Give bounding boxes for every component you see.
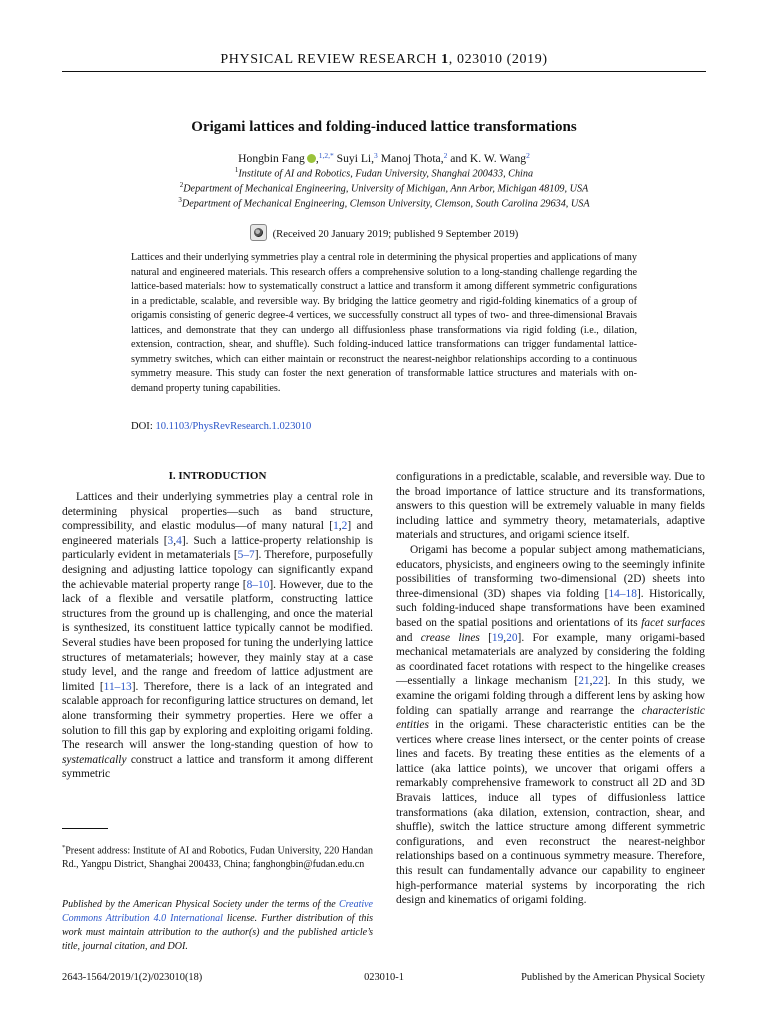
affiliation <box>62 181 706 194</box>
journal-name: PHYSICAL REVIEW RESEARCH <box>220 52 438 67</box>
paper-title: Origami lattices and folding-induced lattice transformations <box>191 119 577 135</box>
affiliation-number: 1 <box>234 166 239 174</box>
affiliation <box>62 196 706 209</box>
citation-link[interactable]: 1 <box>333 520 339 533</box>
received-line <box>62 224 706 241</box>
left-column <box>62 490 373 782</box>
journal-issue: , 023010 (2019) <box>448 52 548 67</box>
author-list: Hongbin Fang ,$^{1,2,*}$ Suyi Li,$^3$ Manoj Thota,$^2$ and K. W. Wang$^2$ <box>238 151 530 165</box>
author-sup[interactable]: 1,2,* <box>318 151 334 160</box>
doi-line <box>131 421 311 432</box>
affiliation-number: 2 <box>179 181 184 189</box>
footnote-text: Present address: Institute of AI and Robotics, Fudan University, 220 Handan Rd., Yangpu District, Shanghai 200433, China; fanghongbin@fudan.edu.cn <box>62 845 373 871</box>
abstract-text: Lattices and their underlying symmetries play a central role in determining the physical properties and applications of many natural and engineered materials. This research offers a comprehensive solution to a long-standing challenge regarding the lattice-based materials: how to systematically construct a lattice and transform it among different symmetric configurations in a predictable, scalable, and reversible way. By bridging the lattice geometry and rigid-folding kinematics of a group of origamis consisting of generic degree-4 vertices, we successfully construct all types of two- and three-dimensional Bravais lattices, and demonstrate that they can undergo all diffusionless phase transformations via rigid folding (i.e., dilation, extension, contraction, shear, and shuffle). Such folding-induced lattice transformations can trigger fundamental lattice-symmetry switches, which can either maintain or reconstruct the nearest-neighbor relationships according to a continuous symmetry measure. This study can foster the next generation of transformable lattice structures and materials with on-demand property tuning capabilities. <box>131 252 637 394</box>
received-dates: (Received 20 January 2019; published 9 September 2019) <box>272 229 519 240</box>
author-name: Hongbin Fang <box>238 152 305 165</box>
footer-issn: 2643-1564/2019/1(2)/023010(18) <box>62 972 203 983</box>
journal-volume: 1 <box>441 52 449 67</box>
affiliation-text: Department of Mechanical Engineering, Clemson University, Clemson, South Carolina 29634, USA <box>181 198 590 210</box>
author-name: Manoj Thota, <box>380 152 444 165</box>
orcid-icon[interactable] <box>307 154 316 163</box>
license-link[interactable]: Creative Commons Attribution 4.0 International <box>62 899 373 924</box>
intro-paragraph-continued: configurations in a predictable, scalable, and reversible way. Due to the broad importance of lattice structure and its transformations, answers to this question will be extremely valuable in many fields including lattice and symmetry theory, metamaterials, adaptive materials and structures, and origami science itself. <box>396 471 705 542</box>
license-notice: Published by the American Physical Society under the terms of the Creative Commons Attribution 4.0 International license. Further distribution of this work must maintain attribution to the author(s) and the published article’s title, journal citation, and DOI. <box>62 899 373 952</box>
author-sup[interactable]: 2 <box>526 151 530 160</box>
author-name: Suyi Li, <box>336 152 375 165</box>
affiliation <box>62 166 706 179</box>
citation-link[interactable]: 11–13 <box>103 680 132 693</box>
doi-link[interactable]: 10.1103/PhysRevResearch.1.023010 <box>155 421 312 432</box>
citation-link[interactable]: 19 <box>491 631 504 644</box>
abstract <box>131 251 637 396</box>
citation-link[interactable]: 20 <box>506 631 518 644</box>
citation-link[interactable]: 22 <box>592 675 604 688</box>
author-sup[interactable]: 2 <box>443 151 448 160</box>
footnote-divider <box>62 828 108 829</box>
citation-link[interactable]: 4 <box>176 534 182 547</box>
citation-link[interactable]: 3 <box>167 534 174 547</box>
intro-paragraph: Origami has become a popular subject among mathematicians, educators, physicists, and engineers owing to the seemingly infinite possibilities of transforming two-dimensional (2D) sheets into three-dimensional (3D) shapes via folding [14–18]. Historically, such folding-induced shape transformations have been examined based on the spatial positions and orientations of its facet surfaces and crease lines [19,20]. For example, many origami-based mechanical metamaterials are analyzed by considering the folding as coordinated facet rotations with respect to the hingelike creases—essentially a linkage mechanism [21,22]. In this study, we examine the origami folding through a different lens by asking how folding can spatially arrange and rearrange the characteristic entities in the origami. These characteristic entities can be the vertices where crease lines intersect, or the center points of crease lines and facets. By treating these entities as the elements of a lattice (aka lattice points), we uncover that origami offers a remarkably comprehensive framework to construct all 2D and 3D Bravais lattices, induce all types of diffusionless lattice transformations (aka dilation, extension, contraction, shear, and shuffle), switch the lattice structure among different symmetric configurations, and even reconstruct the nearest-neighbor relationships based on a continuous symmetry measure. Therefore, this result can fundamentally advance our capability to engineer high-performance material systems by incorporating the rich design and kinematics of origami folding. <box>396 543 706 907</box>
footnote-mark: * <box>62 844 66 851</box>
section-heading: I. INTRODUCTION <box>168 470 267 482</box>
header-divider <box>62 71 706 72</box>
affiliation-number: 3 <box>178 196 182 204</box>
citation-link[interactable]: 8–10 <box>246 578 270 591</box>
crossmark-icon[interactable] <box>250 224 267 241</box>
footnote <box>62 841 373 872</box>
author-sup[interactable]: 3 <box>374 151 378 160</box>
citation-link[interactable]: 21 <box>578 675 590 688</box>
affiliation-text: Department of Mechanical Engineering, University of Michigan, Ann Arbor, Michigan 48109, USA <box>183 183 589 195</box>
intro-paragraph: Lattices and their underlying symmetries play a central role in determining physical properties—such as band structure, compressibility, and elastic modulus—of many natural [1,2] and engineered materials [3,4]. Such a lattice-property relationship is particularly evident in metamaterials [5–7]. Therefore, purposefully designing and adjusting lattice topology can significantly expand the achievable material property range [8–10]. However, due to the lack of a flexible and versatile platform, constructing lattice structures from the ground up is challenging, and once the material is synthesized, its constituent lattice typically cannot be modified. Several studies have been proposed for tuning the underlying lattice structures of metamaterials; however, they mainly stay at a case study level, and the range and freedom of lattice adjustment are limited [11–13]. Therefore, there is a lack of an integrated and scalable approach for reconfiguring lattice structures on demand, let alone transforming their symmetry properties. Here we offer a solution to fill this gap by exploring and exploiting origami folding. The research will answer the long-standing question of how to systematically construct a lattice and transform it among different symmetric <box>62 491 374 781</box>
affiliation-text: Institute of AI and Robotics, Fudan University, Shanghai 200433, China <box>238 168 534 180</box>
doi-label: DOI: <box>131 421 153 432</box>
author-name: and K. W. Wang <box>450 152 527 165</box>
citation-link[interactable]: 2 <box>341 520 348 533</box>
citation-link[interactable]: 5–7 <box>237 549 255 562</box>
right-column <box>396 470 705 908</box>
footer-page-number: 023010-1 <box>364 972 404 983</box>
journal-header <box>62 52 706 68</box>
citation-link[interactable]: 14–18 <box>608 587 637 600</box>
footer-publisher: Published by the American Physical Society <box>521 972 705 983</box>
